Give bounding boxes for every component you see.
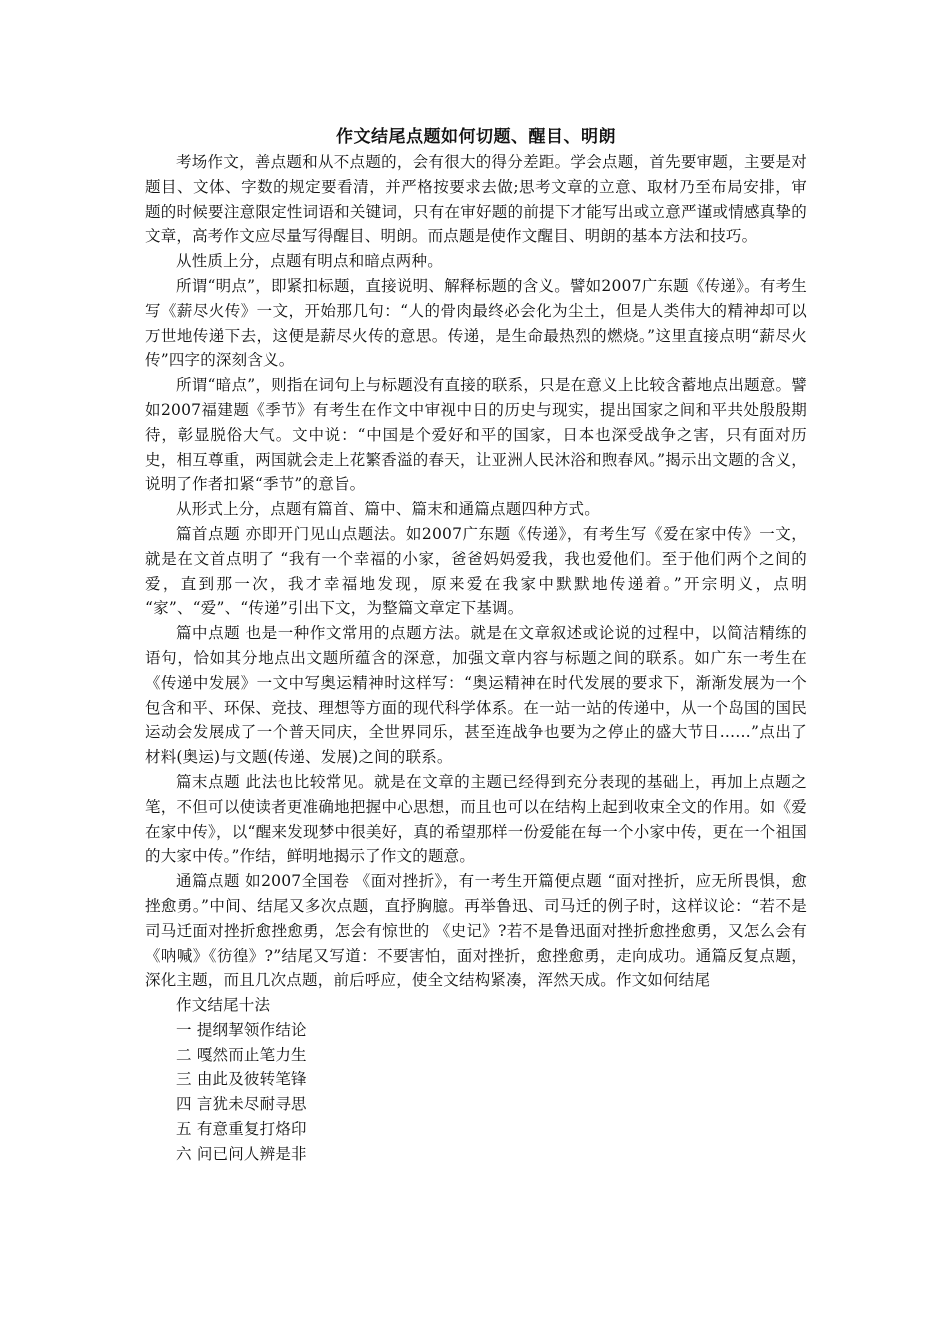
paragraph-ending: 篇末点题 此法也比较常见。就是在文章的主题已经得到充分表现的基础上，再加上点题之笔，不但可以使读者更准确地把握中心思想，而且也可以在结构上起到收束全文的作用。如《爱在家中传》，以“醒来发现梦中很美好，真的希望那样一份爱能在每一个小家中传，更在一个祖国的大家中传。”作结，鲜明地揭示了作文的题意。: [145, 772, 807, 866]
list-item: 三 由此及彼转笔锋: [176, 1070, 307, 1089]
paragraph-intro: 考场作文，善点题和从不点题的，会有很大的得分差距。学会点题，首先要审题，主要是对题目、文体、字数的规定要看清，并严格按要求去做;思考文章的立意、取材乃至布局安排，审题的时候要注意限定性词语和关键词，只有在审好题的前提下才能写出或立意严谨或情感真挚的文章，高考作文应尽量写得醒目、明朗。而点题是使作文醒目、明朗的基本方法和技巧。: [145, 153, 807, 246]
list-item: 二 嘎然而止笔力生: [176, 1045, 307, 1064]
paragraph-nature: 从性质上分，点题有明点和暗点两种。: [176, 252, 443, 271]
list-item: 一 提纲挈领作结论: [176, 1020, 307, 1039]
page-title: 作文结尾点题如何切题、醒目、明朗: [336, 127, 616, 147]
paragraph-opening: 篇首点题 亦即开门见山点题法。如2007广东题《传递》，有考生写《爱在家中传》一文，就是在文首点明了 “我有一个幸福的小家，爸爸妈妈爱我，我也爱他们。至于他们两个之间的爱，直到那一次，我才幸福地发现，原来爱在我家中默默地传递着。”开宗明义，点明 “家”、“爱”、“传递”引出下文，为整篇文章定下基调。: [145, 524, 807, 618]
paragraph-form: 从形式上分，点题有篇首、篇中、篇末和通篇点题四种方式。: [176, 500, 600, 519]
list-item: 五 有意重复打烙印: [176, 1120, 307, 1139]
paragraph-explicit: 所谓“明点”，即紧扣标题，直接说明、解释标题的含义。譬如2007广东题《传递》。有考生写《薪尽火传》一文，开始那几句：“人的骨肉最终必会化为尘土，但是人类伟大的精神却可以万世地传递下去，这便是薪尽火传的意思。传递，是生命最热烈的燃烧。”这里直接点明“薪尽火传”四字的深刻含义。: [145, 276, 807, 370]
list-item: 六 问已问人辨是非: [176, 1144, 307, 1163]
paragraph-whole: 通篇点题 如2007全国卷 《面对挫折》，有一考生开篇便点题 “面对挫折，应无所畏惧，愈挫愈勇。”中间、结尾又多次点题，直抒胸臆。再举鲁迅、司马迁的例子时，这样议论：“若不是司马迁面对挫折愈挫愈勇，怎会有惊世的 《史记》?若不是鲁迅面对挫折愈挫愈勇，又怎么会有《呐喊》《彷徨》?”结尾又写道：不要害怕，面对挫折，愈挫愈勇，走向成功。通篇反复点题，深化主题，而且几次点题，前后呼应，使全文结构紧凑，浑然天成。作文如何结尾: [145, 872, 807, 990]
paragraph-implicit: 所谓“暗点”，则指在词句上与标题没有直接的联系，只是在意义上比较含蓄地点出题意。譬如2007福建题《季节》有考生在作文中审视中日的历史与现实，提出国家之间和平共处殷殷期待，彰显脱俗大气。文中说：“中国是个爱好和平的国家，日本也深受战争之害，只有面对历史，相互尊重，两国就会走上花繁香溢的春天，让亚洲人民沐浴和煦春风。”揭示出文题的含义，说明了作者扣紧“季节”的意旨。: [145, 376, 807, 494]
list-item: 四 言犹未尽耐寻思: [176, 1095, 307, 1114]
methods-list: [145, 1018, 807, 1167]
paragraph-ten-methods-heading: 作文结尾十法: [176, 996, 271, 1015]
paragraph-middle: 篇中点题 也是一种作文常用的点题方法。就是在文章叙述或论说的过程中，以简洁精练的语句，恰如其分地点出文题所蕴含的深意，加强文章内容与标题之间的联系。如广东一考生在《传递中发展》一文中写奥运精神时这样写：“奥运精神在时代发展的要求下，渐渐发展为一个包含和平、环保、竞技、理想等方面的现代科学体系。在一站一站的传递中，从一个岛国的国民运动会发展成了一个普天同庆，全世界同乐，甚至连战争也要为之停止的盛大节日……”点出了材料(奥运)与文题(传递、发展)之间的联系。: [145, 624, 807, 767]
document-body: [145, 126, 807, 1167]
